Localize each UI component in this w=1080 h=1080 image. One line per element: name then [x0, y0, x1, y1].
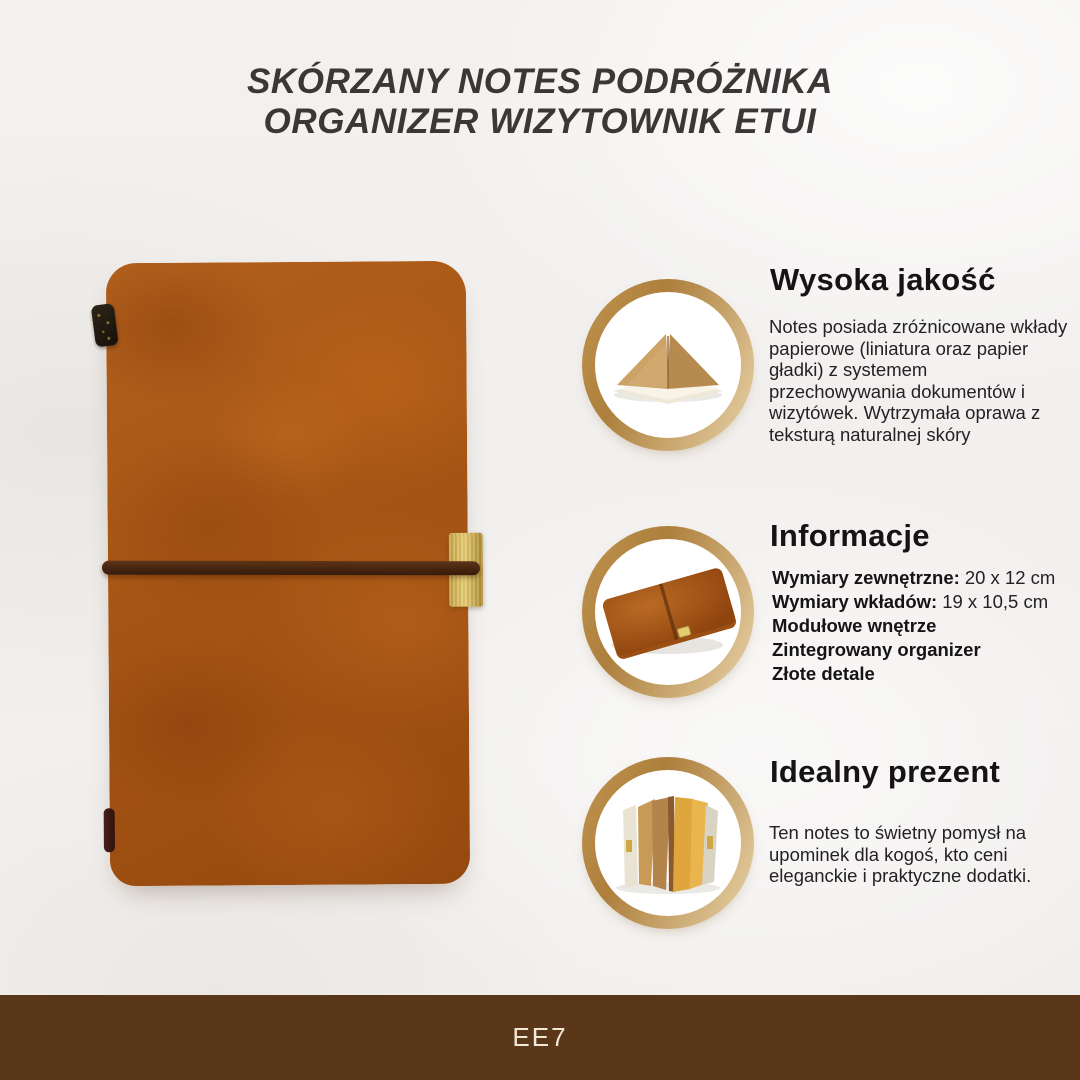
- info-line-gold-details: [772, 662, 1072, 686]
- open-notebook-illustration: [595, 292, 741, 438]
- feature-info-list: [772, 566, 1072, 686]
- closed-notebook-photo: [595, 539, 741, 685]
- decorative-bead: [91, 303, 119, 348]
- feature-heading-gift: Idealny prezent: [770, 754, 1001, 789]
- title-line-2: ORGANIZER WIZYTOWNIK ETUI: [263, 102, 817, 141]
- info-label: Modułowe wnętrze: [772, 615, 937, 636]
- info-line-modular: [772, 614, 1072, 638]
- elastic-loop: [104, 808, 115, 852]
- fanned-pages-photo: [595, 770, 741, 916]
- closed-notebook-illustration: [595, 539, 741, 685]
- page-title: [0, 62, 1080, 142]
- info-label: Wymiary zewnętrzne:: [772, 567, 960, 588]
- gift-photo-circle: [582, 757, 754, 929]
- info-label: Wymiary wkładów:: [772, 591, 938, 612]
- product-photo: [106, 261, 470, 886]
- feature-heading-info: Informacje: [770, 518, 930, 553]
- elastic-band: [102, 561, 480, 576]
- info-line-organizer: [772, 638, 1072, 662]
- feature-heading-quality: Wysoka jakość: [770, 262, 996, 297]
- quality-photo-circle: [582, 279, 754, 451]
- feature-text-quality: Notes posiada zróżnicowane wkłady papierowe (liniatura oraz papier gładki) z systemem przechowywania dokumentów i wizytówek. Wytrzymała oprawa z teksturą naturalnej skóry: [769, 316, 1068, 445]
- info-photo-circle: [582, 526, 754, 698]
- info-value: 20 x 12 cm: [964, 567, 1056, 588]
- info-value: 19 x 10,5 cm: [942, 591, 1049, 612]
- info-label: Zintegrowany organizer: [772, 639, 981, 660]
- info-label: Złote detale: [772, 663, 875, 684]
- footer-bar: [0, 995, 1080, 1080]
- info-line-outer-dimensions: [772, 566, 1072, 590]
- info-line-insert-dimensions: [772, 590, 1072, 614]
- open-notebook-photo: [595, 292, 741, 438]
- feature-text-gift: Ten notes to świetny pomysł na upominek dla kogoś, kto ceni eleganckie i praktyczne dodatki.: [769, 822, 1032, 886]
- title-line-1: SKÓRZANY NOTES PODRÓŻNIKA: [246, 62, 834, 101]
- fanned-pages-illustration: [595, 770, 741, 916]
- footer-code: EE7: [512, 1022, 568, 1052]
